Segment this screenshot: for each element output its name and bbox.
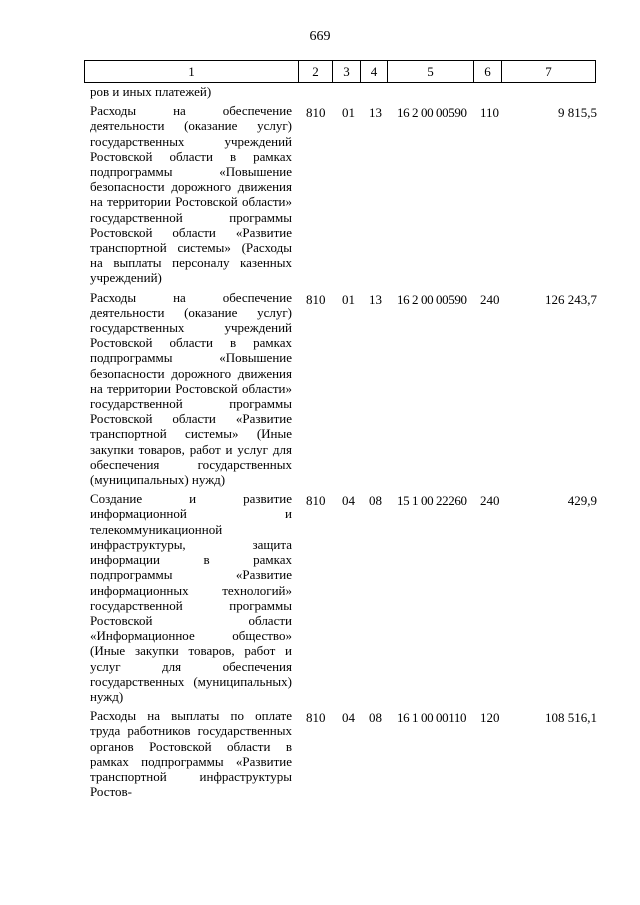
row-target-code: 16 2 00 00590 <box>397 105 467 121</box>
row-expense-type: 240 <box>480 291 500 307</box>
column-header-table <box>84 60 596 83</box>
budget-rows <box>0 84 640 803</box>
row-description: Расходы на выплаты по оплате труда работников государственных органов Ростовской области в рамках подпрограммы «Развитие транспортной инфраструктуры Ростов- <box>90 708 292 800</box>
continuation-text: ров и иных платежей) <box>90 84 212 99</box>
row-amount: 126 243,7 <box>545 291 597 307</box>
column-header-6: 6 <box>474 61 502 83</box>
column-header-7: 7 <box>502 61 596 83</box>
row-amount: 9 815,5 <box>558 105 597 121</box>
page-number: 669 <box>309 29 331 44</box>
row-subsection-code: 08 <box>369 710 382 726</box>
column-header-4: 4 <box>361 61 388 83</box>
row-section-code: 01 <box>342 105 355 121</box>
row-ministry-code: 810 <box>306 493 326 509</box>
table-row <box>0 708 640 799</box>
row-subsection-code: 13 <box>369 291 382 307</box>
row-target-code: 16 2 00 00590 <box>397 291 467 307</box>
row-section-code: 01 <box>342 291 355 307</box>
row-description: Расходы на обеспечение деятельности (оказание услуг) государственных учреждений Ростовской области в рамках подпрограммы «Повышение безопасности дорожного движения на территории Ростовской области» государственной программы Ростовской области «Развитие транспортной системы» (Расходы на выплаты персоналу казенных учреждений) <box>90 103 292 286</box>
row-description: Расходы на обеспечение деятельности (оказание услуг) государственных учреждений Ростовской области в рамках подпрограммы «Повышение безопасности дорожного движения на территории Ростовской области» государственной программы Ростовской области «Развитие транспортной системы» (Иные закупки товаров, работ и услуг для обеспечения государственных (муниципальных) нужд) <box>90 289 292 488</box>
row-target-code: 16 1 00 00110 <box>397 710 467 726</box>
row-subsection-code: 13 <box>369 105 382 121</box>
table-row <box>0 103 640 285</box>
row-ministry-code: 810 <box>306 105 326 121</box>
row-subsection-code: 08 <box>369 493 382 509</box>
row-ministry-code: 810 <box>306 710 326 726</box>
row-amount: 429,9 <box>567 493 597 509</box>
row-section-code: 04 <box>342 710 355 726</box>
table-row <box>0 491 640 704</box>
row-amount: 108 516,1 <box>545 710 597 726</box>
column-header-2: 2 <box>299 61 333 83</box>
column-header-5: 5 <box>388 61 474 83</box>
row-section-code: 04 <box>342 493 355 509</box>
row-target-code: 15 1 00 22260 <box>397 493 467 509</box>
row-expense-type: 240 <box>480 493 500 509</box>
continuation-row <box>0 84 640 99</box>
row-description: Создание и развитие информационной и телекоммуникационной инфраструктуры, защита информации в рамках подпрограммы «Развитие информационных технологий» государственной программы Ростовской области «Информационное общество» (Иные закупки товаров, работ и услуг для обеспечения государственных (муниципальных) нужд) <box>90 491 292 704</box>
column-header-3: 3 <box>333 61 361 83</box>
row-expense-type: 120 <box>480 710 500 726</box>
row-expense-type: 110 <box>480 105 500 121</box>
row-ministry-code: 810 <box>306 291 326 307</box>
column-header-1: 1 <box>85 61 299 83</box>
table-row <box>0 290 640 488</box>
